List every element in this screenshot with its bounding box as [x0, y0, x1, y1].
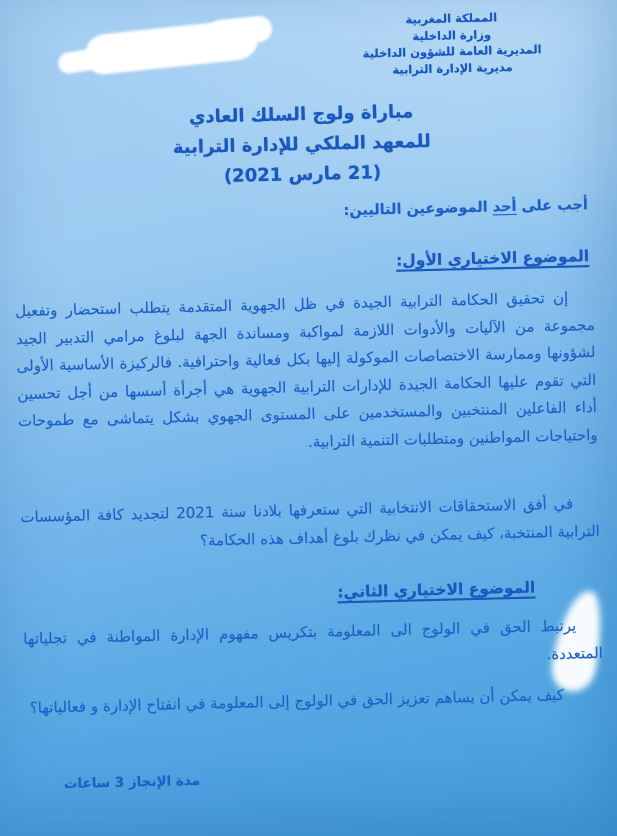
duration-note: مدة الإنجاز 3 ساعات [63, 772, 201, 793]
letterhead-line-territorial-directorate: مديرية الإدارة الترابية [392, 59, 513, 77]
letterhead-line-kingdom: المملكة المغربية [405, 10, 498, 27]
letterhead [331, 7, 573, 79]
section-2-paragraph-2: كيف يمكن أن يساهم تعزيز الحق في الولوج إلى المعلومة في انفتاح الإدارة و فعالياتها؟ [29, 685, 565, 717]
letterhead-line-ministry: وزارة الداخلية [412, 26, 492, 43]
instruction-line [19, 197, 588, 227]
instruction-underlined-word: أحد [492, 198, 517, 216]
section-1-paragraph-1: إن تحقيق الحكامة الترابية الجيدة في ظل الجهوية المتقدمة يتطلب استحضار وتفعيل مجموعة من الآليات والأدوات اللازمة لمواكبة ومساندة الجهة لبلوغ مرامي التدبير الجيد لشؤونها وممارسة الاختصاصات الموكولة إليها بكل فعالية واحترافية. فالركيزة الأساسية الأولى التي تقوم عليها الحكامة الجيدة للإدارات الترابية الجهوية هي أجرأة أسسها من أجل تحسين أداء الفاعلين المنتخبين والمستخدمين على المستوى الجهوي بشكل يتماشى مع طموحات واحتياجات المواطنين ومتطلبات التنمية الترابية. [15, 288, 598, 451]
instruction-suffix: الموضوعين التاليين: [343, 199, 493, 220]
section-2-paragraph-1: يرتبط الحق في الولوج الى المعلومة بتكريس مفهوم الإدارة المواطنة في تجلياتها المتعددة. [23, 616, 604, 663]
section-2-heading: الموضوع الاختياري الثاني: [337, 578, 536, 602]
title-line-date: (21 مارس 2021) [223, 162, 382, 187]
letterhead-line-directorate-general: المديرية العامة للشؤون الداخلية [362, 42, 542, 61]
document-title [104, 95, 499, 195]
title-line-2: للمعهد الملكي للإدارة الترابية [172, 130, 432, 159]
title-line-1: مباراة ولوج السلك العادي [188, 101, 414, 128]
section-1-paragraph-2: في أفق الاستحقاقات الانتخابية التي ستعرفها بلادنا سنة 2021 لتجديد كافة المؤسسات الترابية المنتخبة، كيف يمكن في نظرك بلوغ أهداف هذه الحكامة؟ [20, 494, 601, 550]
instruction-prefix: أجب على [516, 197, 589, 215]
section-1-heading: الموضوع الاختياري الأول: [395, 247, 590, 270]
